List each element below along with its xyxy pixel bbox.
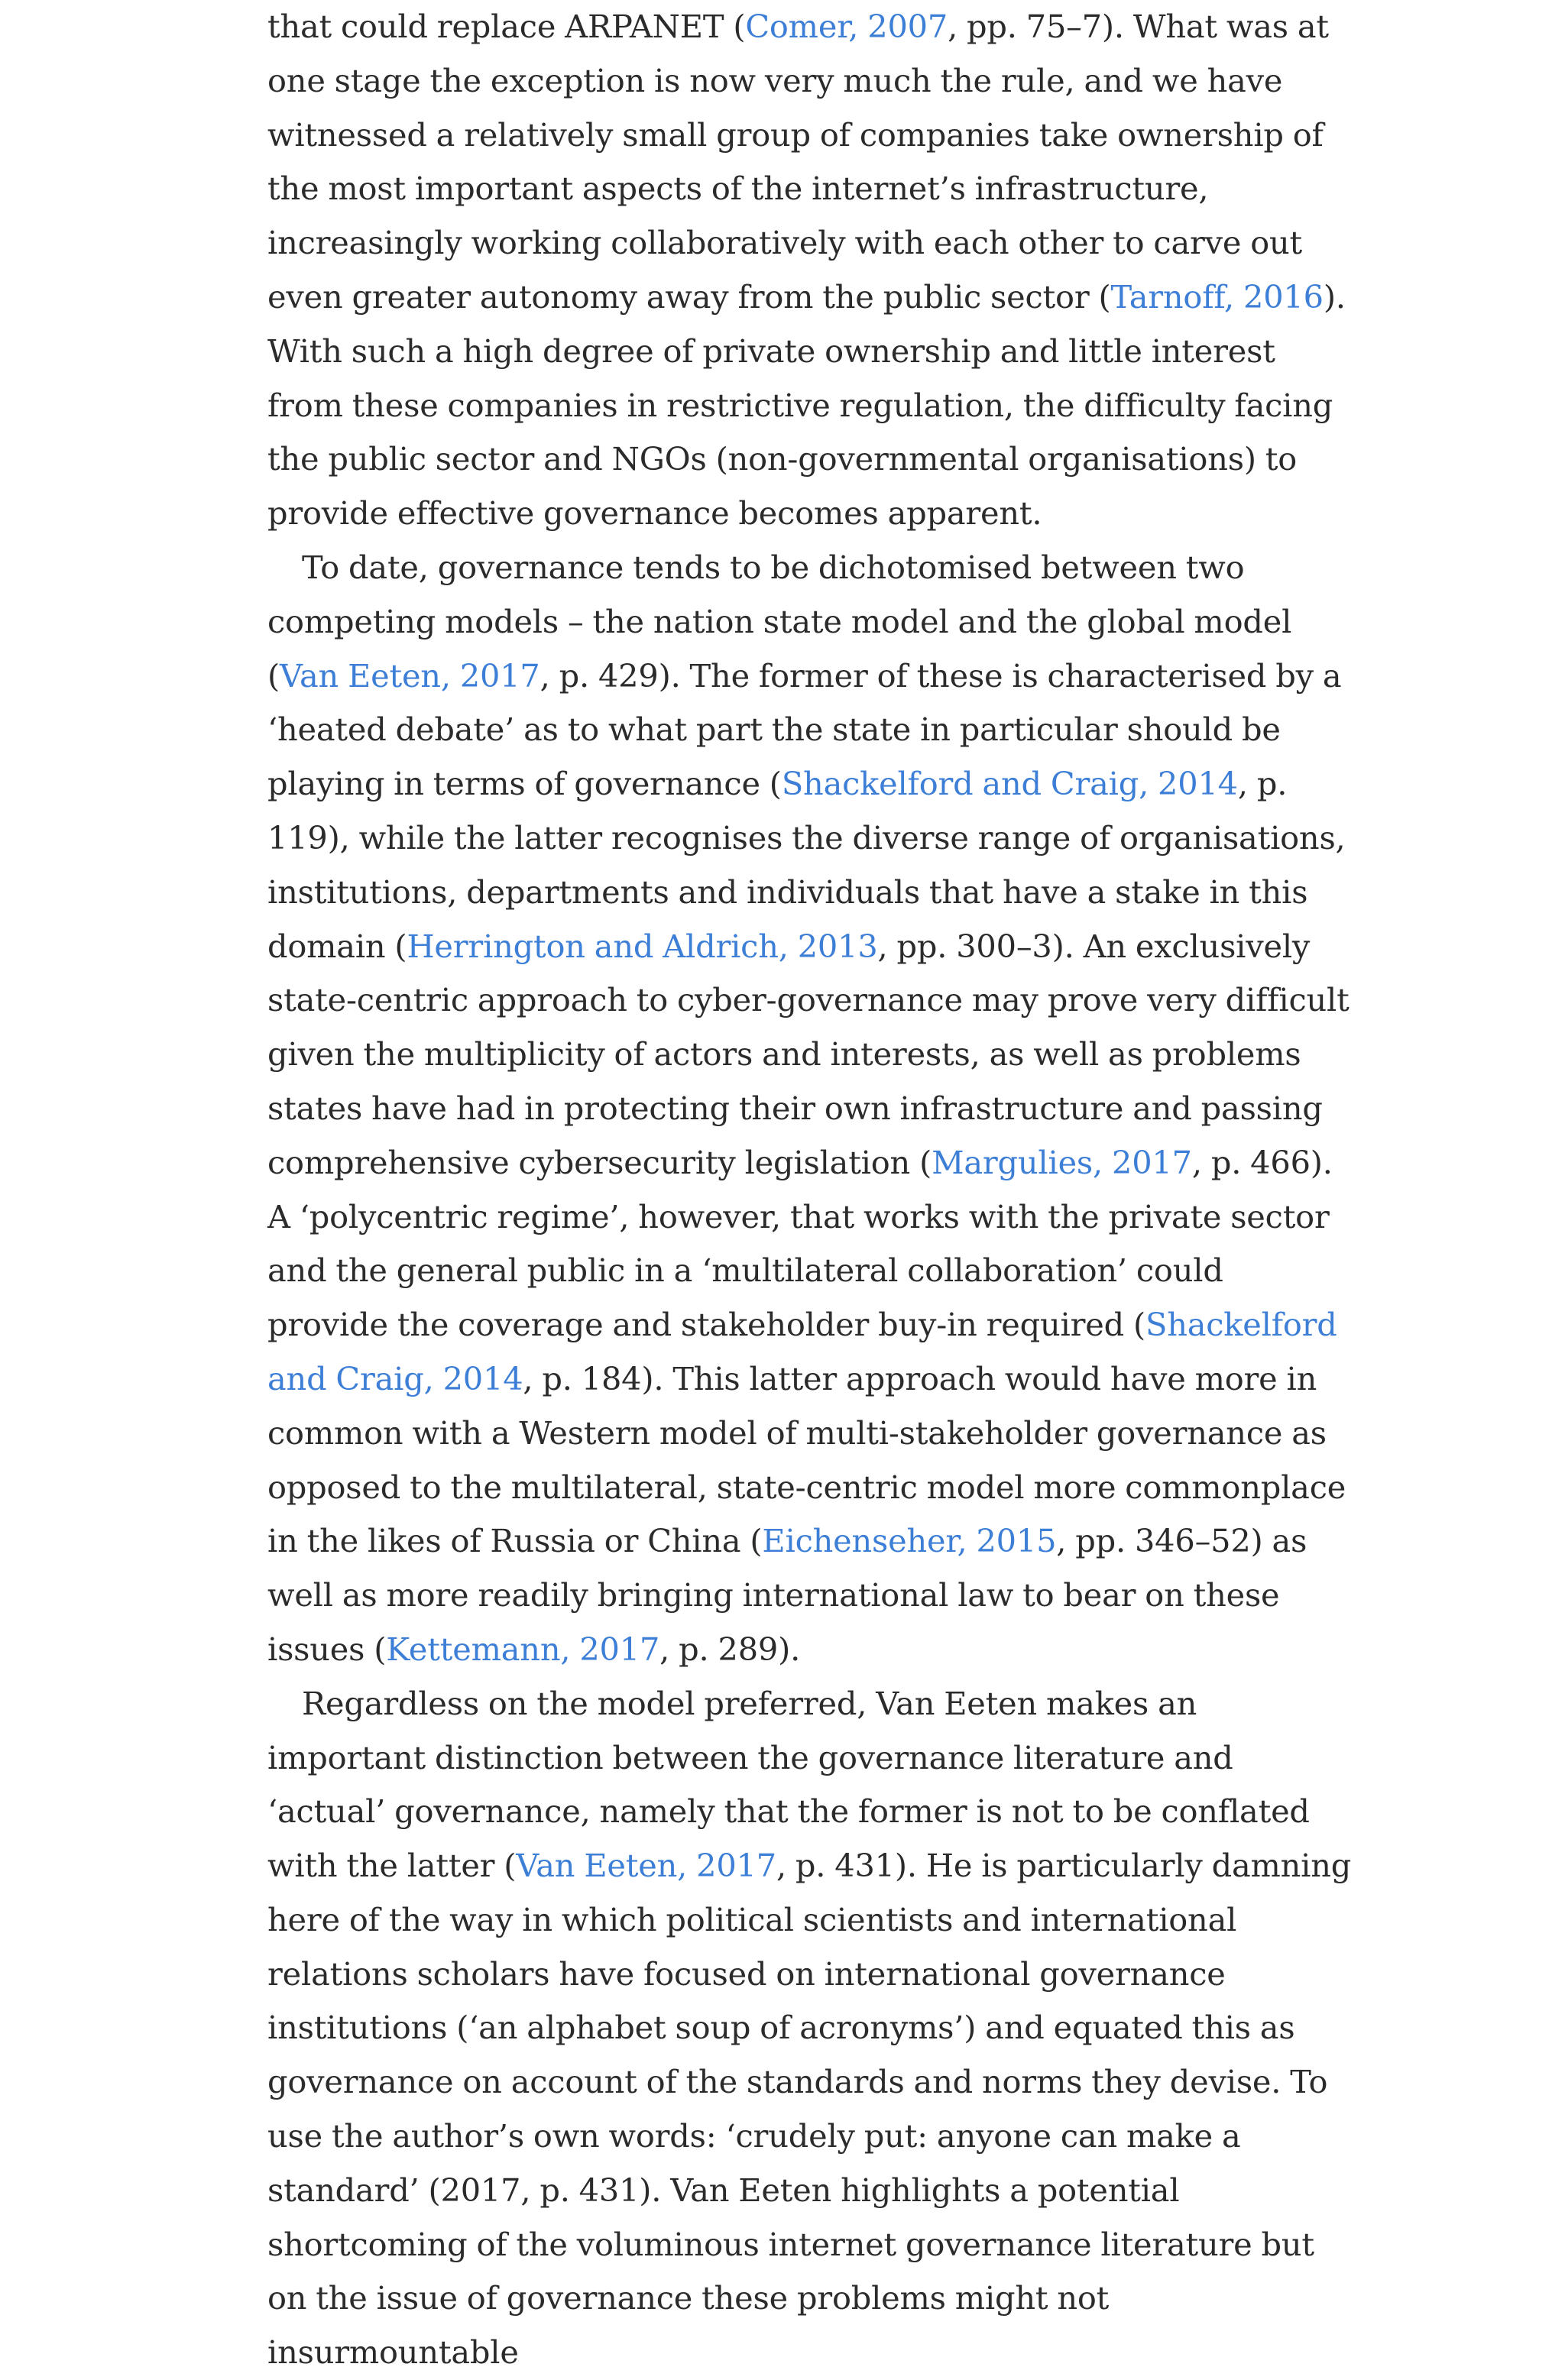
article-body bbox=[267, 0, 1353, 2380]
citation-link[interactable]: Tarnoff, 2016 bbox=[1110, 277, 1324, 316]
citation-link[interactable]: Comer, 2007 bbox=[745, 8, 948, 45]
citation-link[interactable]: Shackelford and Craig, 2014 bbox=[781, 765, 1238, 803]
paragraph bbox=[267, 1677, 1353, 2380]
citation-link[interactable]: Eichenseher, 2015 bbox=[762, 1522, 1057, 1560]
citation-link[interactable]: Herrington and Aldrich, 2013 bbox=[407, 927, 878, 965]
paragraph-text: Regardless on the model preferred, Van Eeten makes an important distinction between the governance literature and ‘actual’ governance, namely that the former is not to be conflated with the latter ( bbox=[267, 1684, 1310, 1885]
paragraph bbox=[267, 0, 1353, 541]
citation-link[interactable]: Van Eeten, 2017 bbox=[280, 656, 540, 695]
citation-link[interactable]: Van Eeten, 2017 bbox=[516, 1847, 776, 1885]
paragraph-text: , p. 184). This latter approach would have more in common with a Western model of multi-stakeholder governance as opposed to the multilateral, state-centric model more commonplace in the likes of Russia or China ( bbox=[267, 1359, 1346, 1560]
paragraph-text: To date, governance tends to be dichotomised between two competing models – the nation state model and the global model ( bbox=[267, 548, 1292, 695]
paragraph-text: , p. 431). He is particularly damning here of the way in which political scientists and international relations scholars have focused on international governance institutions (‘an alphabet soup of acronyms’) and equated this as governance on account of the standards and norms they devise. To use the author’s own words: ‘crudely put: anyone can make a standard’ (2017, p. 431). Van Eeten highlights a potential shortcoming of the voluminous internet governance literature but on the issue of governance these problems might not insurmountable bbox=[267, 1847, 1352, 2372]
paragraph-text: , pp. 346–52) as well as more readily bringing international law to bear on these issues ( bbox=[267, 1522, 1307, 1668]
paragraph-text: ). With such a high degree of private ownership and little interest from these companies in restrictive regulation, the difficulty facing the public sector and NGOs (non-governmental organisations) to provide effective governance becomes apparent. bbox=[267, 277, 1346, 533]
paragraph-text: , p. 119), while the latter recognises the diverse range of organisations, institutions, departments and individuals that have a stake in this domain ( bbox=[267, 765, 1346, 965]
paragraph-text: , p. 466). A ‘polycentric regime’, however, that works with the private sector and the general public in a ‘multilateral collaboration’ could provide the coverage and stakeholder buy-in required ( bbox=[267, 1143, 1333, 1344]
citation-link[interactable]: Margulies, 2017 bbox=[932, 1143, 1192, 1181]
paragraph-text: that could replace ARPANET ( bbox=[267, 8, 746, 45]
paragraph-text: , pp. 75–7). What was at one stage the exception is now very much the rule, and we have witnessed a relatively small group of companies take ownership of the most important aspects of the internet’s infrastructure, increasingly working collaboratively with each other to carve out even greater autonomy away from the public sector ( bbox=[267, 8, 1329, 316]
paragraph-text: , p. 289). bbox=[659, 1630, 801, 1668]
citation-link[interactable]: Kettemann, 2017 bbox=[386, 1630, 660, 1668]
citation-link[interactable]: Shackelford and Craig, 2014 bbox=[267, 1306, 1337, 1397]
paragraph-text: , p. 429). The former of these is characterised by a ‘heated debate’ as to what part the state in particular should be playing in terms of governance ( bbox=[267, 656, 1342, 803]
paragraph-text: , pp. 300–3). An exclusively state-centric approach to cyber-governance may prove very difficult given the multiplicity of actors and interests, as well as problems states have had in protecting their own infrastructure and passing comprehensive cybersecurity legislation ( bbox=[267, 927, 1350, 1181]
paragraph bbox=[267, 541, 1353, 1677]
